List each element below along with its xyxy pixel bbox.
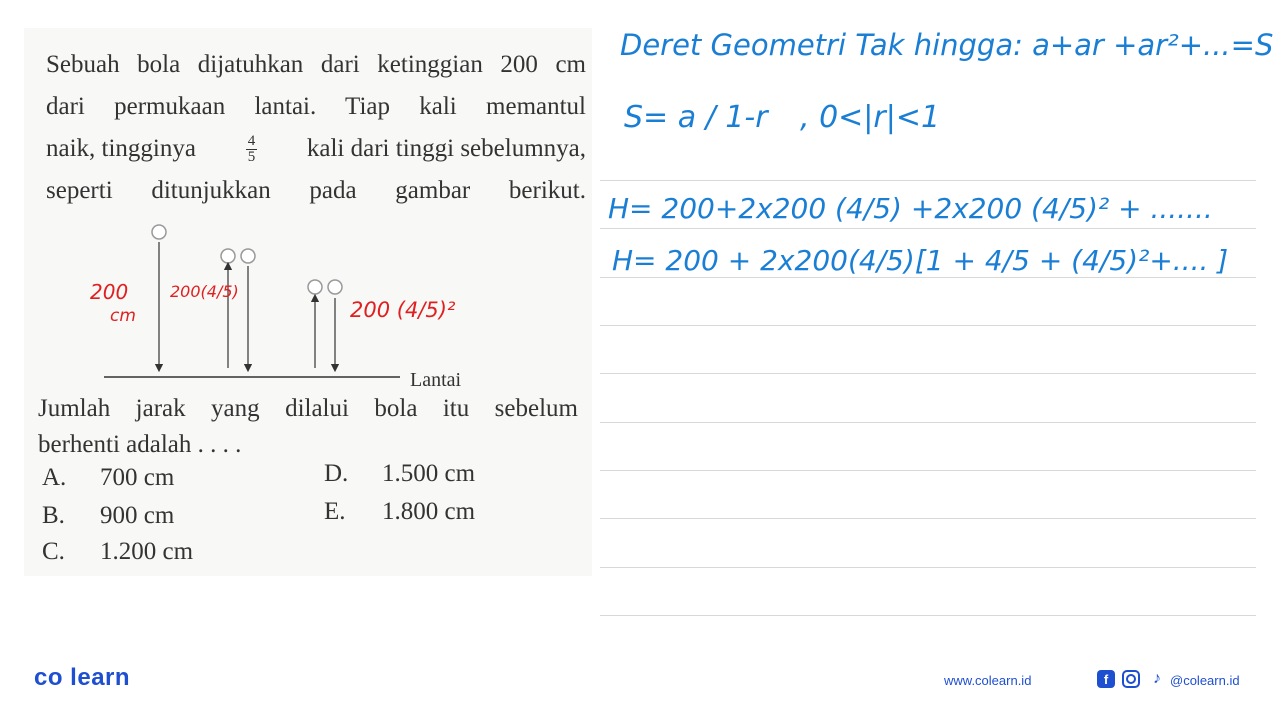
option-text: 1.500 cm bbox=[382, 460, 476, 487]
option-letter: C. bbox=[42, 538, 65, 565]
ruled-line bbox=[600, 567, 1256, 568]
annotation-h1-top: 200 bbox=[90, 280, 129, 304]
social-handle[interactable]: @colearn.id bbox=[1170, 673, 1240, 688]
website-link[interactable]: www.colearn.id bbox=[944, 673, 1032, 688]
problem-line-3-post: kali dari tinggi sebelumnya, bbox=[306, 135, 586, 162]
facebook-icon[interactable]: f bbox=[1097, 670, 1115, 688]
problem-line-3-pre: naik, tingginya bbox=[46, 135, 196, 162]
option-text: 1.200 cm bbox=[100, 538, 194, 565]
problem-line-2: dari permukaan lantai. Tiap kali memantul bbox=[46, 93, 586, 120]
option-text: 900 cm bbox=[100, 502, 175, 529]
option-letter: E. bbox=[324, 498, 346, 525]
floor-label: Lantai bbox=[410, 369, 462, 391]
fraction-four-fifths bbox=[246, 134, 258, 165]
ruled-line bbox=[600, 180, 1256, 181]
tiktok-icon[interactable]: ♪ bbox=[1153, 670, 1161, 687]
ruled-line bbox=[600, 277, 1256, 278]
fraction-numerator: 4 bbox=[247, 132, 256, 149]
question-line-1: Jumlah jarak yang dilalui bola itu sebelum bbox=[38, 395, 578, 422]
problem-line-1: Sebuah bola dijatuhkan dari ketinggian 200 cm bbox=[46, 51, 586, 78]
option-text: 700 cm bbox=[100, 464, 175, 491]
option-e[interactable] bbox=[324, 498, 475, 526]
option-a[interactable] bbox=[42, 464, 174, 492]
ruled-line bbox=[600, 228, 1256, 229]
option-d[interactable] bbox=[324, 460, 475, 488]
annotation-h3: 200 (4/5)² bbox=[350, 298, 456, 322]
annotation-h1-bottom: cm bbox=[110, 306, 136, 326]
problem-line-4: seperti ditunjukkan pada gambar berikut. bbox=[46, 177, 586, 204]
fraction-denominator: 5 bbox=[247, 148, 256, 165]
option-c[interactable] bbox=[42, 538, 193, 566]
problem-line-3 bbox=[46, 128, 586, 170]
ball-icon bbox=[152, 225, 166, 239]
ruled-line bbox=[600, 373, 1256, 374]
notes-line-4: H= 200 + 2x200(4/5)[1 + 4/5 + (4/5)²+.... ] bbox=[612, 244, 1229, 277]
annotation-h2: 200(4/5) bbox=[170, 282, 239, 301]
question-line-2: berhenti adalah . . . . bbox=[38, 431, 242, 458]
notes-line-3: H= 200+2x200 (4/5) +2x200 (4/5)² + ....... bbox=[608, 192, 1213, 225]
ruled-line bbox=[600, 470, 1256, 471]
ball-icon bbox=[328, 280, 342, 294]
colearn-logo[interactable]: co learn bbox=[34, 664, 131, 691]
ruled-line bbox=[600, 518, 1256, 519]
option-text: 1.800 cm bbox=[382, 498, 476, 525]
ball-icon bbox=[241, 249, 255, 263]
option-b[interactable] bbox=[42, 502, 174, 530]
ruled-line bbox=[600, 422, 1256, 423]
instagram-icon[interactable] bbox=[1122, 670, 1140, 688]
notes-line-2-formula: S= a / 1-r bbox=[624, 100, 768, 135]
notes-line-1: Deret Geometri Tak hingga: a+ar +ar²+...=S bbox=[620, 28, 1274, 62]
option-letter: B. bbox=[42, 502, 65, 529]
notes-line-2-condition: , 0<|r|<1 bbox=[800, 100, 941, 135]
ball-icon bbox=[308, 280, 322, 294]
ruled-line bbox=[600, 325, 1256, 326]
ruled-line bbox=[600, 615, 1256, 616]
ball-icon bbox=[221, 249, 235, 263]
option-letter: D. bbox=[324, 460, 349, 487]
option-letter: A. bbox=[42, 464, 67, 491]
